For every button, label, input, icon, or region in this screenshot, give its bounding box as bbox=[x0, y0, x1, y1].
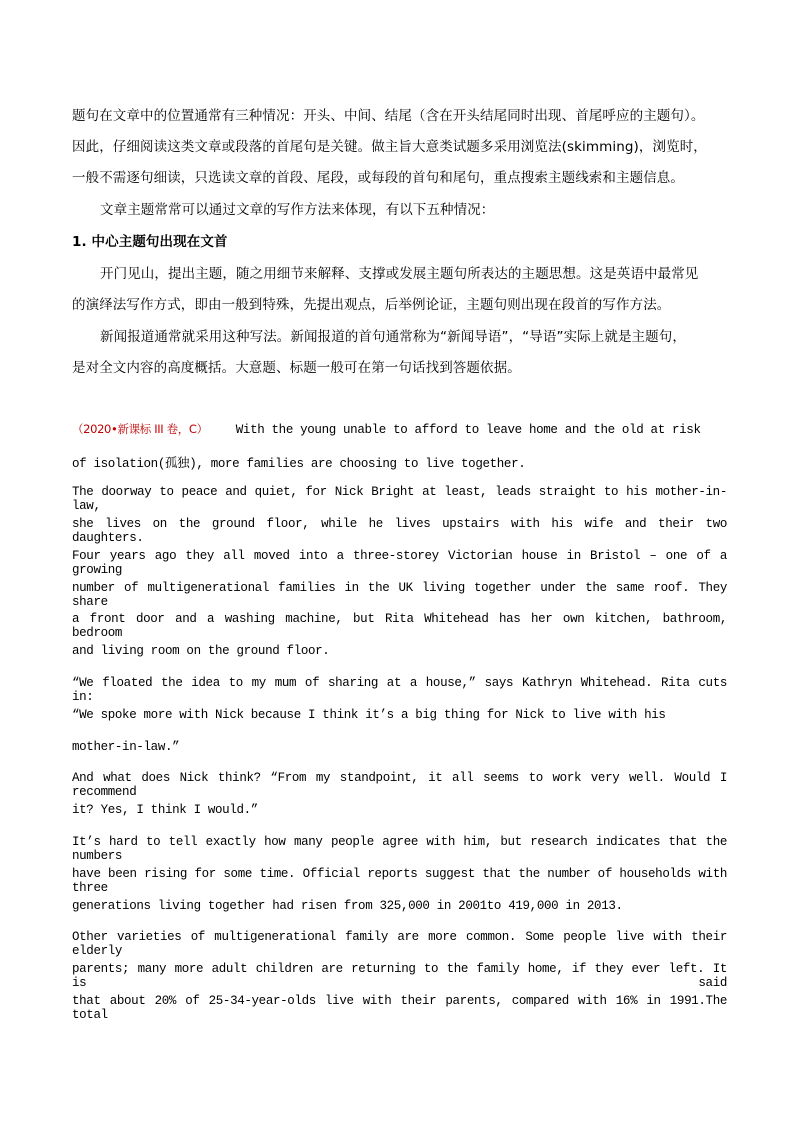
passage-line: And what does Nick think? “From my standpoint, it all seems to work very well. Would I recommend bbox=[72, 771, 727, 799]
method-intro: 文章主题常常可以通过文章的写作方法来体现，有以下五种情况： bbox=[100, 202, 495, 218]
passage-line: The doorway to peace and quiet, for Nick Bright at least, leads straight to his mother-in-law, bbox=[72, 485, 727, 513]
para3-line-1: 开门见山，提出主题，随之用细节来解释、支撑或发展主题句所表达的主题思想。这是英语中最常见 bbox=[100, 266, 699, 282]
passage-line: of isolation(孤独), more families are choosing to live together. bbox=[72, 457, 526, 471]
passage-line: parents; many more adult children are returning to the family home, if they ever left. It is said bbox=[72, 962, 727, 990]
intro-line-2: 因此，仔细阅读这类文章或段落的首尾句是关键。做主旨大意类试题多采用浏览法(skimming)，浏览时， bbox=[72, 139, 707, 155]
passage-line: It’s hard to tell exactly how many people agree with him, but research indicates that the numbers bbox=[72, 835, 727, 863]
para4-line-1: 新闻报道通常就采用这种写法。新闻报道的首句通常称为“新闻导语”，“导语”实际上就是主题句， bbox=[100, 329, 686, 345]
passage-line: “We spoke more with Nick because I think it’s a big thing for Nick to live with his bbox=[72, 708, 666, 722]
passage-line: that about 20% of 25-34-year-olds live with their parents, compared with 16% in 1991.The total bbox=[72, 994, 727, 1022]
para4-line-2: 是对全文内容的高度概括。大意题、标题一般可在第一句话找到答题依据。 bbox=[72, 360, 521, 376]
passage-line: she lives on the ground floor, while he lives upstairs with his wife and their two daughters. bbox=[72, 517, 727, 545]
intro-line-1: 题句在文章中的位置通常有三种情况：开头、中间、结尾（含在开头结尾同时出现、首尾呼应的主题句）。 bbox=[72, 108, 705, 124]
passage-first-line bbox=[72, 421, 727, 437]
passage-line: number of multigenerational families in the UK living together under the same roof. They share bbox=[72, 581, 727, 609]
source-label: （2020•新课标 III 卷，C） bbox=[72, 422, 208, 436]
passage-line: “We floated the idea to my mum of sharing at a house,” says Kathryn Whitehead. Rita cuts in: bbox=[72, 676, 727, 704]
intro-line-3: 一般不需逐句细读，只选读文章的首段、尾段，或每段的首句和尾句，重点搜索主题线索和主题信息。 bbox=[72, 170, 684, 186]
passage-line: it? Yes, I think I would.” bbox=[72, 803, 258, 817]
passage-first-line-text: With the young unable to afford to leave home and the old at risk bbox=[235, 423, 701, 437]
passage-line: have been rising for some time. Official reports suggest that the number of households with three bbox=[72, 867, 727, 895]
passage-line: Other varieties of multigenerational family are more common. Some people live with their elderly bbox=[72, 930, 727, 958]
passage-line: and living room on the ground floor. bbox=[72, 644, 330, 658]
passage-line: generations living together had risen from 325,000 in 2001to 419,000 in 2013. bbox=[72, 899, 623, 913]
para3-line-2: 的演绎法写作方式，即由一般到特殊，先提出观点，后举例论证，主题句则出现在段首的写作方法。 bbox=[72, 297, 671, 313]
section-heading: 1. 中心主题句出现在文首 bbox=[72, 234, 228, 250]
passage-line: a front door and a washing machine, but Rita Whitehead has her own kitchen, bathroom, bedroom bbox=[72, 612, 727, 640]
passage-line: mother-in-law.” bbox=[72, 740, 180, 754]
passage-line: Four years ago they all moved into a three-storey Victorian house in Bristol – one of a growing bbox=[72, 549, 727, 577]
